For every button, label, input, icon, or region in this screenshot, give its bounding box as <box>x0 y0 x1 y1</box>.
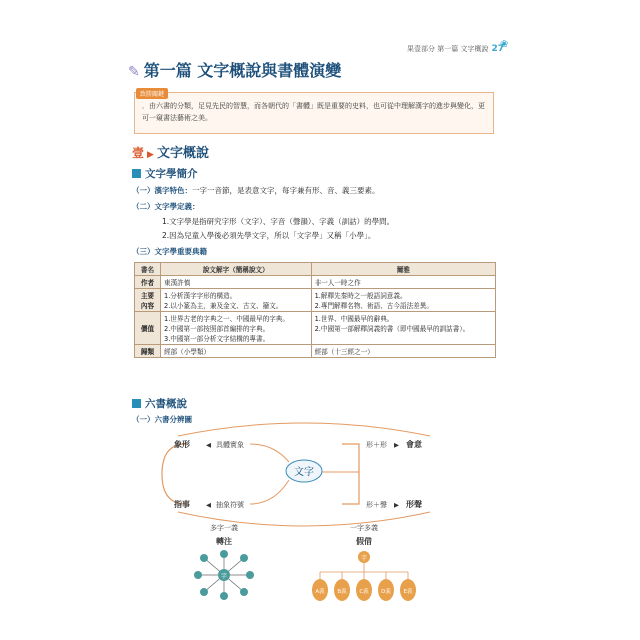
arrow-left-icon: ◀ <box>206 501 211 509</box>
section-badge: 壹 <box>132 146 145 160</box>
intro-item-2-2: 2.因為兒童入學後必須先學文字，所以「文字學」又稱「小學」。 <box>162 231 376 240</box>
right-bracket <box>342 444 359 504</box>
table-row <box>135 345 496 358</box>
table-cell <box>161 289 312 312</box>
six-scripts-sub: （一）六書分辨圖 <box>132 415 192 424</box>
square-icon <box>132 399 141 408</box>
row-label: 作者 <box>135 276 161 289</box>
intro-item-2-label: （二）文字學定義： <box>132 202 200 211</box>
table-header: 爾雅 <box>311 263 495 276</box>
table-cell <box>161 276 312 289</box>
key-point-text: ．由六書的分類，足見先民的智慧，而各朝代的「書體」既是重要的史料，也可從中理解漢字的進步與變化，更可一窺書法藝術之美。 <box>142 102 485 122</box>
left-bracket <box>162 444 186 504</box>
table-header: 書名 <box>135 263 161 276</box>
meaning-label: D義 <box>381 589 391 595</box>
six-scripts-heading <box>132 396 187 411</box>
intro-item-1-text: 一字一音節，是表意文字，每字兼有形、音、義三要素。 <box>192 186 380 195</box>
intro-item-1-label: （一）漢字特色： <box>132 186 192 195</box>
table-cell <box>161 345 312 358</box>
table-cell <box>311 345 495 358</box>
huiyi-label: 會意 <box>406 440 422 449</box>
connector <box>250 444 289 462</box>
cell-line: 3.中國第一部分析文字結構的專書。 <box>164 335 270 343</box>
six-scripts-heading-text: 六書概說 <box>145 398 187 410</box>
chapter-title-text: 第一篇 文字概說與書體演變 <box>143 61 342 80</box>
running-head-text: 果壹部分 第一篇 文字概說 <box>407 45 489 53</box>
xiangxing-label: 象形 <box>174 440 190 449</box>
six-scripts-diagram <box>154 430 454 608</box>
cell-line: 非一人一時之作 <box>314 279 361 287</box>
arrow-left-icon: ◀ <box>206 441 211 449</box>
cell-line: 東漢許慎 <box>164 279 191 287</box>
cell-line: 2.中國第一部按照部首編排的字典。 <box>164 325 270 333</box>
classics-table <box>134 262 496 358</box>
table-cell <box>311 276 495 289</box>
running-head <box>354 44 504 54</box>
cell-line: 經部（十三經之一） <box>314 348 374 356</box>
triangle-icon: ▶ <box>147 150 154 160</box>
row-label: 價值 <box>135 312 161 345</box>
jiajie-label: 假借 <box>356 537 372 546</box>
jiajie-tree <box>312 551 416 601</box>
arc-line <box>178 423 430 436</box>
arrow-right-icon: ▶ <box>394 441 399 449</box>
jiajie-desc: 一字多義 <box>350 524 378 532</box>
zhuanzhu-label: 轉注 <box>216 537 232 546</box>
key-point-tag: 致勝關鍵 <box>136 88 168 99</box>
connector <box>250 480 289 504</box>
cell-line: 1.解釋先秦時之一般語詞意義。 <box>314 292 407 300</box>
chapter-title <box>128 58 341 81</box>
zhishi-label: 指事 <box>174 500 190 509</box>
intro-item-2-1: 1.文字學是指研究字形（文字）、字音（聲韻）、字義（訓詁）的學問。 <box>162 217 395 226</box>
table-cell <box>311 289 495 312</box>
table-cell <box>311 312 495 345</box>
meaning-label: C義 <box>359 589 369 595</box>
intro-item-1 <box>132 185 380 196</box>
intro-heading-text: 文字學簡介 <box>145 168 198 180</box>
row-label: 主要內容 <box>135 289 161 312</box>
jiajie-char: 字 <box>360 555 368 562</box>
section-heading <box>132 142 209 161</box>
xingsheng-formula: 形＋聲 <box>366 501 387 509</box>
table-row <box>135 312 496 345</box>
intro-item-2 <box>132 201 200 212</box>
intro-item-3-label: （三）文字學重要典籍 <box>132 247 207 256</box>
arrow-right-icon: ▶ <box>394 501 399 509</box>
table-row <box>135 289 496 312</box>
center-label: 文字 <box>294 467 314 478</box>
intro-heading <box>132 166 198 181</box>
book-page <box>124 34 509 609</box>
meaning-label: A義 <box>315 589 325 595</box>
cell-line: 經部（小學類） <box>164 348 211 356</box>
zhuanzhu-network <box>194 550 254 600</box>
cell-line: 1.分析漢字字形的構造。 <box>164 292 237 300</box>
xiangxing-desc: 具體實象 <box>216 441 244 449</box>
huiyi-formula: 形＋形 <box>366 441 387 449</box>
xingsheng-label: 形聲 <box>406 500 422 509</box>
meaning-label: B義 <box>337 589 347 595</box>
section-title: 文字概說 <box>156 146 209 161</box>
table-cell <box>161 312 312 345</box>
zhishi-desc: 抽象符號 <box>216 501 244 509</box>
page-number: 27 <box>491 44 504 54</box>
row-label: 歸類 <box>135 345 161 358</box>
intro-item-3 <box>132 246 207 257</box>
square-icon <box>132 169 141 178</box>
cell-line: 2.以小篆為主，兼及金文、古文、籀文。 <box>164 302 283 310</box>
table-header: 說文解字（簡稱說文） <box>161 263 312 276</box>
zhuanzhu-char: 字 <box>220 573 228 580</box>
table-header-row <box>135 263 496 276</box>
table-row <box>135 276 496 289</box>
cell-line: 2.專門解釋名物、術語、古今語法差異。 <box>314 302 433 310</box>
cell-line: 1.世界古老的字典之一、中國最早的字典。 <box>164 315 289 323</box>
meaning-label: E義 <box>403 589 413 595</box>
zhuanzhu-desc: 多字一義 <box>210 524 238 532</box>
cell-line: 1.世界、中國最早的辭典。 <box>314 315 394 323</box>
leaf-icon: ❀ <box>500 39 509 50</box>
pen-icon: ✎ <box>128 64 140 80</box>
cell-line: 2.中國第一部解釋詞義的書（即中國最早的訓詁書）。 <box>314 325 470 333</box>
